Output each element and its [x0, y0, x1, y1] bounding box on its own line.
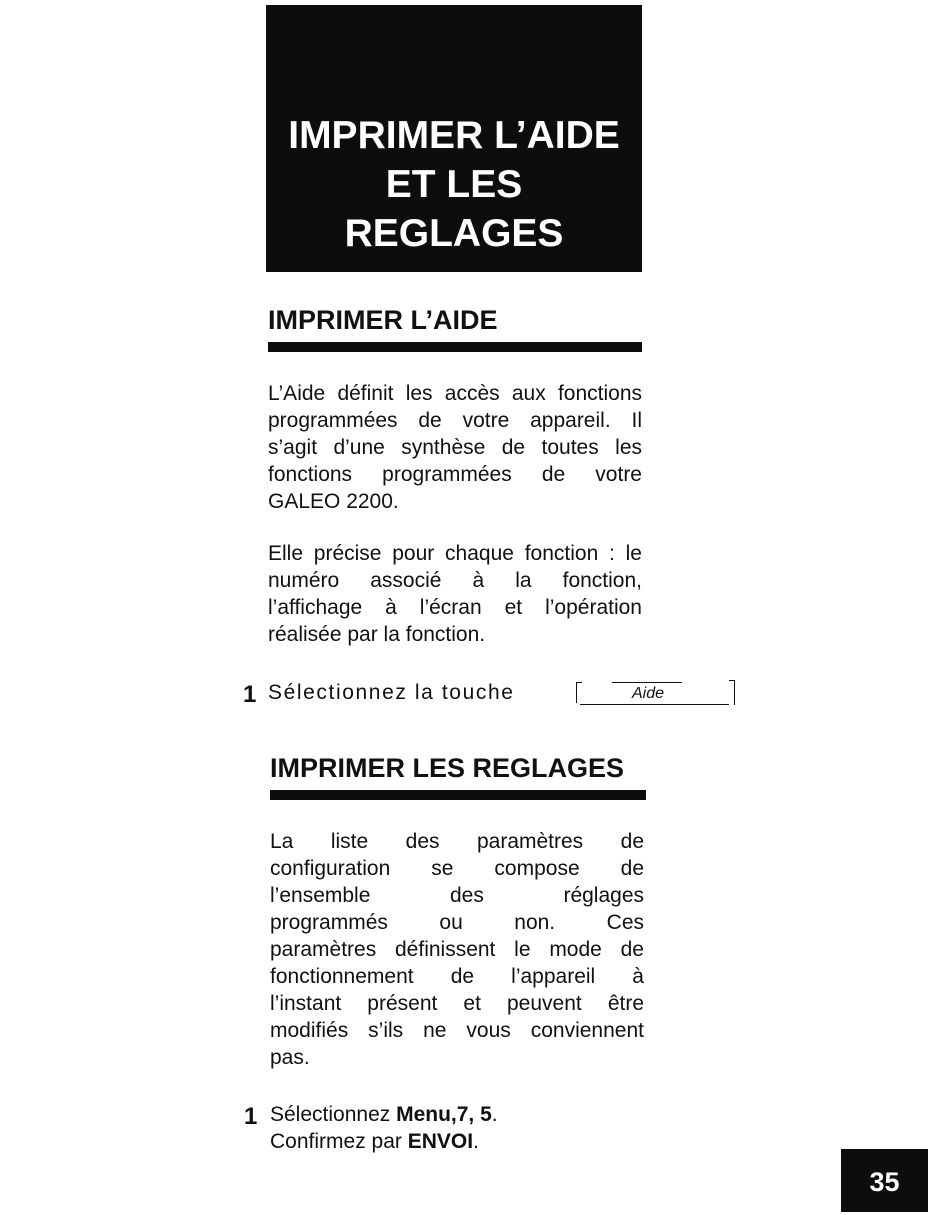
text-line: l’affichage à l’écran et l’opération — [268, 596, 642, 619]
text-line: La liste des paramètres de — [270, 830, 644, 853]
heading-rule — [270, 790, 646, 800]
step-number: 1 — [244, 1103, 258, 1130]
text-line: numéro associé à la fonction, — [268, 569, 642, 592]
section-heading-print-help: IMPRIMER L’AIDE — [268, 305, 498, 335]
text-line: GALEO 2200. — [268, 490, 399, 513]
text-line: fonctionnement de l’appareil à — [270, 965, 644, 988]
text-line: modifiés s’ils ne vous conviennent — [270, 1019, 644, 1042]
step-text: Sélectionnez — [270, 1103, 397, 1126]
step-number: 1 — [243, 681, 257, 708]
step-instruction-select — [270, 1103, 498, 1127]
text-line: fonctions programmées de votre — [268, 463, 642, 486]
text-line: programmées de votre appareil. Il — [268, 409, 642, 432]
aide-key-label: Aide — [632, 685, 665, 702]
text-line: Elle précise pour chaque fonction : le — [268, 542, 642, 565]
title-block — [266, 5, 642, 272]
text-line: programmés ou non. Ces — [270, 911, 644, 934]
text-line: l’ensemble des réglages — [270, 884, 644, 907]
settings-description-paragraph — [270, 828, 644, 1071]
key-bracket-left — [576, 682, 582, 703]
title-line: IMPRIMER L’AIDE — [288, 114, 620, 157]
text-line: L’Aide définit les accès aux fonctions — [268, 382, 642, 405]
step-instruction-confirm — [270, 1130, 479, 1154]
key-line — [580, 704, 729, 705]
page-title — [266, 111, 642, 258]
step-text: . — [491, 1103, 498, 1126]
step-text: Confirmez par — [270, 1130, 408, 1153]
text-line: réalisée par la fonction. — [268, 623, 486, 646]
text-line: configuration se compose de — [270, 857, 644, 880]
title-line: ET LES — [385, 163, 523, 206]
section-heading-print-settings: IMPRIMER LES REGLAGES — [270, 753, 625, 783]
heading-rule — [268, 342, 642, 352]
text-line: l’instant présent et peuvent être — [270, 992, 644, 1015]
text-line: pas. — [270, 1046, 310, 1069]
step-instruction: Sélectionnez la touche — [268, 681, 515, 704]
help-details-paragraph — [268, 540, 642, 648]
help-description-paragraph — [268, 380, 642, 515]
key-bracket-right — [729, 680, 735, 705]
send-key-name: ENVOI — [407, 1130, 474, 1153]
title-line: REGLAGES — [344, 212, 564, 255]
key-line — [612, 682, 682, 683]
menu-shortcut: Menu,7, 5 — [396, 1103, 492, 1126]
step-text: . — [473, 1130, 479, 1153]
aide-key — [576, 680, 735, 706]
text-line: paramètres définissent le mode de — [270, 938, 644, 961]
page-number: 35 — [841, 1149, 928, 1212]
text-line: s’agit d’une synthèse de toutes les — [268, 436, 642, 459]
